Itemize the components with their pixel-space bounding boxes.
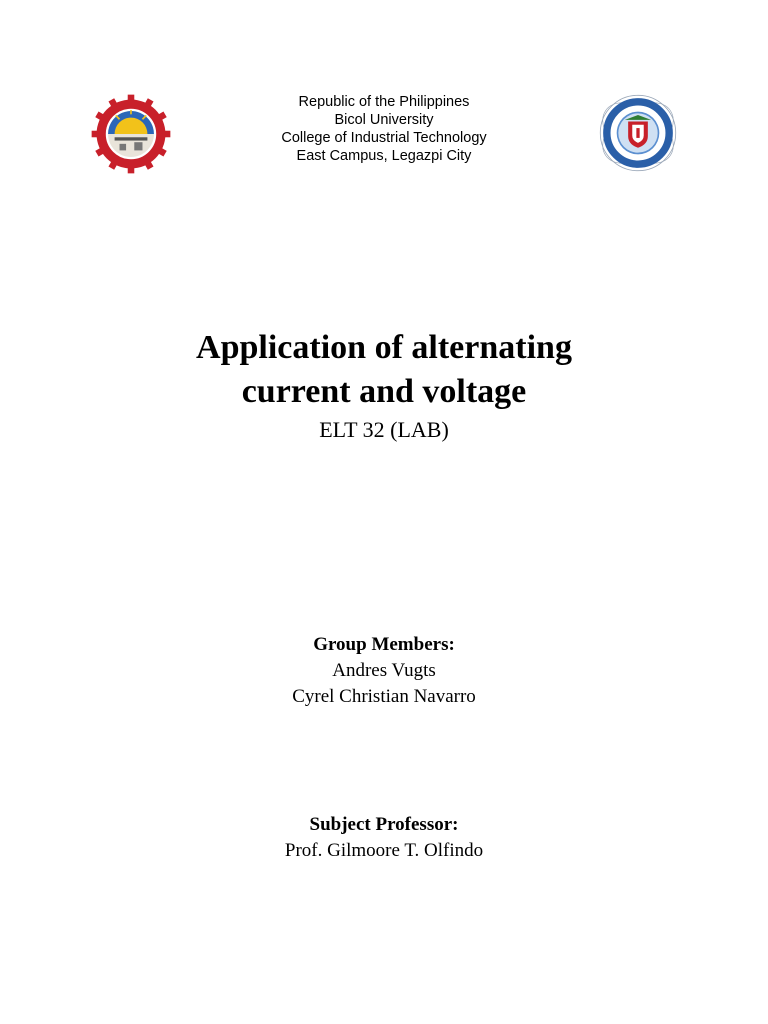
title-block [84,326,684,444]
institution-info [234,93,534,165]
university-seal-logo-icon [597,92,679,174]
college-seal-graphic [90,93,172,175]
university-seal-graphic [597,92,679,174]
university-line: Bicol University [334,112,434,128]
title-line-1: Application of alternating [196,329,572,366]
member-name: Cyrel Christian Navarro [292,686,476,707]
title-line-2: current and voltage [241,373,527,410]
member-name: Andres Vugts [332,660,436,681]
course-code: ELT 32 (LAB) [319,417,449,442]
college-line: College of Industrial Technology [281,130,487,146]
professor-heading: Subject Professor: [309,814,459,835]
subject-professor-section [134,812,634,864]
letterhead [0,90,768,180]
college-seal-logo-icon [90,93,172,175]
country-line: Republic of the Philippines [298,94,470,110]
members-heading: Group Members: [313,634,455,655]
campus-line: East Campus, Legazpi City [296,148,472,164]
group-members-section [134,632,634,710]
professor-name: Prof. Gilmoore T. Olfindo [284,840,484,861]
document-title [84,326,684,414]
